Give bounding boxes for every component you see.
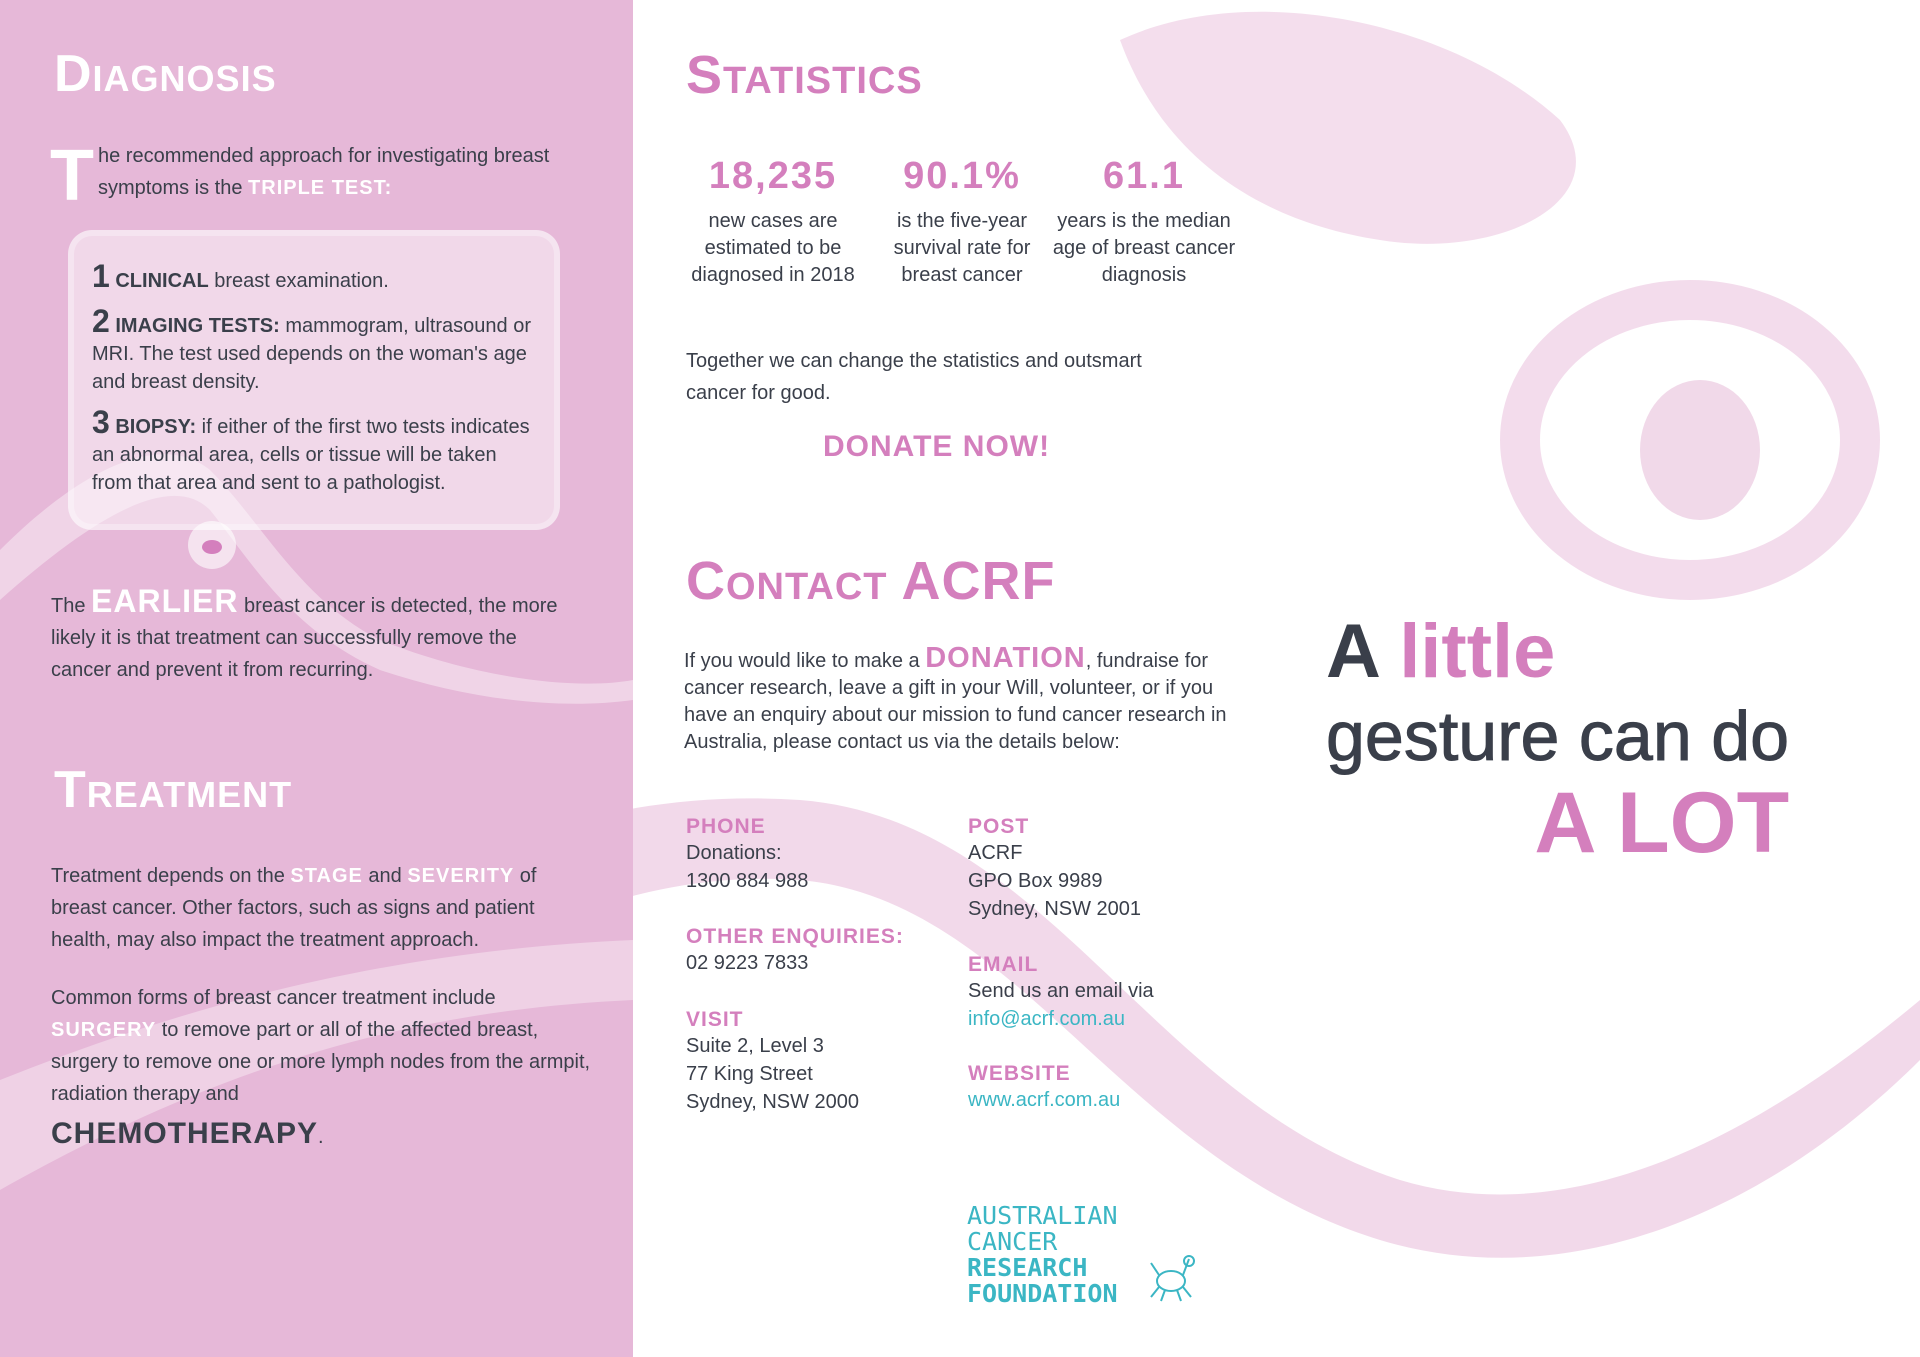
item-number: 3: [92, 404, 110, 440]
treatment-paragraph-1: [51, 860, 591, 956]
test-item-1: [92, 260, 536, 297]
chemotherapy-emphasis: CHEMOTHERAPY: [51, 1117, 319, 1150]
phone-text: Donations:: [686, 842, 782, 864]
donate-now-link[interactable]: DONATE NOW!: [823, 430, 1051, 463]
text: and: [362, 865, 408, 887]
visit-label: VISIT: [686, 1008, 744, 1031]
text: to remove part or all of the affected breast, surgery to remove one or more lymph nodes from the armpit, radiation therapy and: [51, 1019, 591, 1105]
other-label: OTHER ENQUIRIES:: [686, 925, 904, 948]
post-block: [968, 815, 1141, 923]
contact-intro: [684, 642, 1229, 756]
stat-text: new cases are estimated to be diagnosed in 2018: [691, 210, 855, 286]
address-line: 77 King Street: [686, 1063, 813, 1085]
donation-emphasis: DONATION: [925, 642, 1086, 674]
text: of breast cancer. Other factors, such as signs and patient health, may also impact the treatment approach.: [51, 865, 537, 951]
logo-text: AUSTRALIAN: [967, 1201, 1118, 1230]
website-link[interactable]: www.acrf.com.au: [968, 1089, 1121, 1111]
email-label: EMAIL: [968, 953, 1039, 976]
item-text: mammogram, ultrasound or MRI. The test used depends on the woman's age and breast density.: [92, 315, 532, 393]
email-link[interactable]: info@acrf.com.au: [968, 1008, 1126, 1030]
stat-new-cases: [678, 155, 868, 289]
website-label: WEBSITE: [968, 1062, 1071, 1085]
surgery-emphasis: SURGERY: [51, 1019, 157, 1041]
item-head: IMAGING TESTS:: [115, 315, 280, 337]
diagnosis-intro: [50, 136, 590, 216]
statistics-title: Statistics: [686, 45, 923, 105]
drop-cap: T: [50, 136, 94, 216]
logo-text: RESEARCH: [967, 1253, 1088, 1282]
stat-text: is the five-year survival rate for breast cancer: [893, 210, 1031, 286]
severity-emphasis: SEVERITY: [407, 865, 515, 887]
logo-text: FOUNDATION: [967, 1279, 1118, 1308]
text: If you would like to make a: [684, 650, 926, 672]
text: .: [318, 1126, 324, 1148]
post-label: POST: [968, 815, 1030, 838]
tagline-a-lot: A LOT: [1534, 775, 1790, 871]
stat-value: 90.1%: [903, 155, 1021, 197]
other-enquiries-block: [686, 925, 904, 977]
tagline: [1326, 609, 1790, 871]
phone-label: PHONE: [686, 815, 766, 838]
test-item-2: [92, 303, 536, 396]
item-head: BIOPSY:: [115, 416, 197, 438]
text: Treatment depends on the: [51, 865, 291, 887]
phone-block: [686, 815, 808, 895]
treatment-title: Treatment: [54, 761, 293, 819]
stage-emphasis: STAGE: [290, 865, 363, 887]
contact-title: Contact ACRF: [686, 551, 1056, 611]
earlier-emphasis: EARLIER: [91, 583, 239, 619]
email-text: Send us an email via: [968, 980, 1154, 1002]
text: Common forms of breast cancer treatment include: [51, 987, 496, 1009]
left-panel: [0, 0, 633, 1357]
intro-text: he recommended approach for investigating breast symptoms is the: [97, 145, 550, 199]
text: breast cancer is detected, the more likely it is that treatment can successfully remove the cancer and prevent it from recurring.: [51, 595, 558, 681]
website-block: [968, 1062, 1120, 1114]
stat-value: 18,235: [708, 155, 838, 197]
stat-median-age: [1049, 155, 1239, 289]
earlier-paragraph: [51, 585, 581, 686]
item-number: 1: [92, 258, 110, 294]
post-line: Sydney, NSW 2001: [968, 898, 1142, 920]
tagline-a: A: [1326, 609, 1400, 694]
address-line: Suite 2, Level 3: [686, 1035, 824, 1057]
post-line: GPO Box 9989: [968, 870, 1103, 892]
stat-value: 61.1: [1103, 155, 1185, 197]
other-number[interactable]: 02 9223 7833: [686, 952, 809, 974]
treatment-paragraph-2: [51, 982, 591, 1158]
visit-block: [686, 1008, 859, 1116]
together-text: Together we can change the statistics and outsmart cancer for good.: [686, 350, 1142, 404]
test-item-3: [92, 404, 536, 497]
phone-number[interactable]: 1300 884 988: [686, 870, 809, 892]
acrf-logo: [967, 1203, 1118, 1307]
stat-text: years is the median age of breast cancer diagnosis: [1052, 210, 1236, 286]
post-line: ACRF: [968, 842, 1023, 864]
triple-test: TRIPLE TEST:: [248, 177, 393, 199]
text: The: [51, 595, 92, 617]
item-text: if either of the first two tests indicates an abnormal area, cells or tissue will be taken from that area and sent to a pathologist.: [92, 416, 530, 494]
text: , fundraise for cancer research, leave a gift in your Will, volunteer, or if you have an enquiry about our mission to fund cancer research in Australia, please contact us via the details below:: [684, 650, 1227, 753]
stat-survival: [867, 155, 1057, 289]
tagline-line2: gesture can do: [1326, 697, 1790, 775]
tagline-little: little: [1399, 609, 1556, 694]
email-block: [968, 953, 1154, 1033]
item-head: CLINICAL: [115, 270, 209, 292]
triple-test-box: [68, 230, 560, 530]
diagnosis-title: Diagnosis: [54, 45, 277, 103]
crab-icon: [1145, 1253, 1197, 1303]
item-text: breast examination.: [208, 270, 389, 292]
address-line: Sydney, NSW 2000: [686, 1091, 860, 1113]
logo-text: CANCER: [967, 1227, 1058, 1256]
item-number: 2: [92, 303, 110, 339]
